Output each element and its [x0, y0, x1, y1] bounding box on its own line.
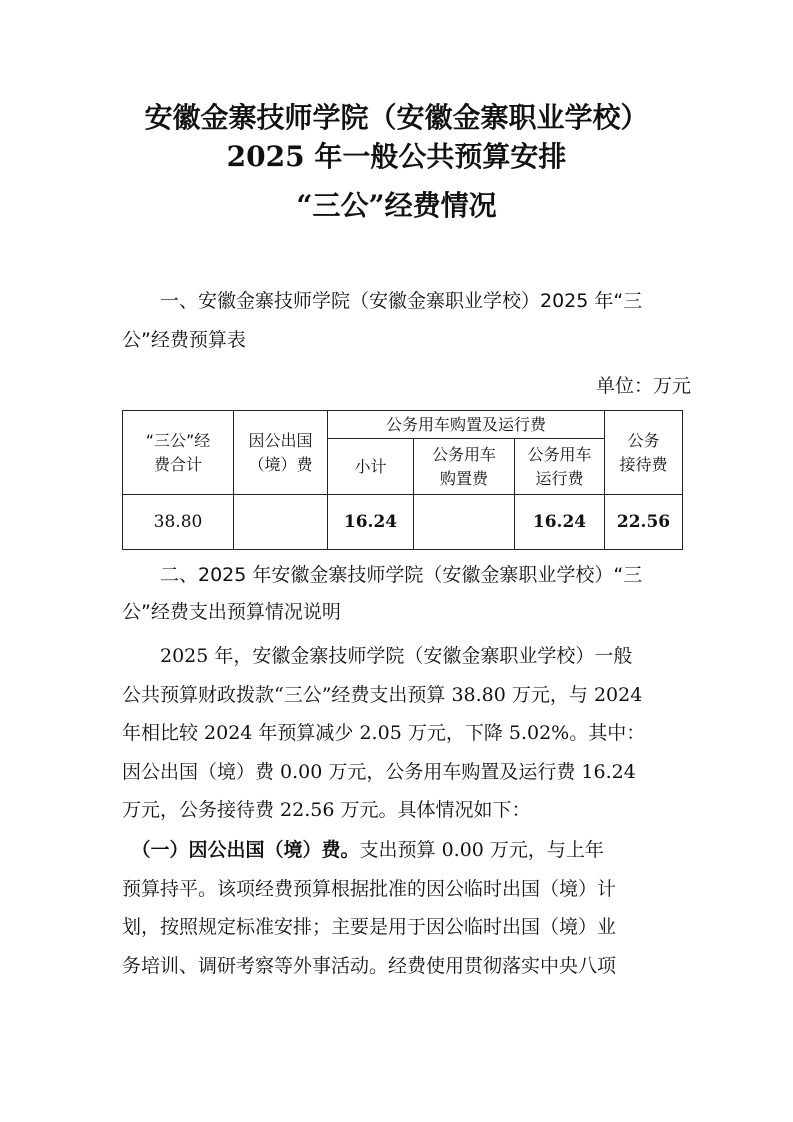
section2-heading-line2: 公”经费支出预算情况说明: [122, 601, 341, 623]
header-abroad: 因公出国 （境）费: [234, 411, 328, 495]
summary-paragraph: [122, 637, 682, 830]
header-total: “三公”经 费合计: [123, 411, 234, 495]
cell-operation: 16.24: [515, 495, 605, 550]
paragraph-line: 公共预算财政拨款“三公”经费支出预算 38.80 万元，与 2024: [122, 683, 643, 706]
doc-title-line2: 2025 年一般公共预算安排: [226, 140, 567, 173]
subheading-abroad: （一）因公出国（境）费。: [141, 839, 360, 861]
cell-subtotal: 16.24: [328, 495, 414, 550]
header-purchase: 公务用车 购置费: [414, 439, 515, 495]
paragraph-line: 年相比较 2024 年预算减少 2.05 万元，下降 5.02%。其中：: [122, 722, 646, 744]
paragraph-line: 预算持平。该项经费预算根据批准的因公临时出国（境）计: [122, 877, 617, 900]
paragraph-line: 因公出国（境）费 0.00 万元，公务用车购置及运行费 16.24: [122, 760, 636, 783]
paragraph-line: （一）因公出国（境）费。支出预算 0.00 万元，与上年: [141, 839, 604, 861]
cell-abroad: [234, 495, 328, 550]
section2-heading-line1: 二、2025 年安徽金寨技师学院（安徽金寨职业学校）“三: [160, 564, 643, 586]
doc-title-line3: “三公”经费情况: [296, 189, 497, 222]
paragraph-line: 务培训、调研考察等外事活动。经费使用贯彻落实中央八项: [122, 954, 617, 977]
paragraph-line: 万元，公务接待费 22.56 万元。具体情况如下：: [122, 799, 531, 821]
section1-heading-line1: 一、安徽金寨技师学院（安徽金寨职业学校）2025 年“三: [160, 290, 643, 312]
header-operation: 公务用车 运行费: [515, 439, 605, 495]
unit-label: 单位：万元: [596, 375, 692, 397]
header-vehicle-group: 公务用车购置及运行费: [328, 411, 605, 439]
paragraph-line: 2025 年，安徽金寨技师学院（安徽金寨职业学校）一般: [122, 645, 633, 667]
header-subtotal: 小计: [328, 439, 414, 495]
cell-reception: 22.56: [605, 495, 683, 550]
doc-title-line1: 安徽金寨技师学院（安徽金寨职业学校）: [144, 101, 649, 134]
cell-total: 38.80: [123, 495, 234, 550]
section1-heading-line2: 公”经费预算表: [122, 329, 246, 351]
cell-purchase: [414, 495, 515, 550]
paragraph-line: 划，按照规定标准安排；主要是用于因公临时出国（境）业: [122, 916, 617, 938]
header-reception: 公务 接待费: [605, 411, 683, 495]
budget-table: [122, 410, 683, 550]
abroad-expense-paragraph: [122, 831, 682, 985]
